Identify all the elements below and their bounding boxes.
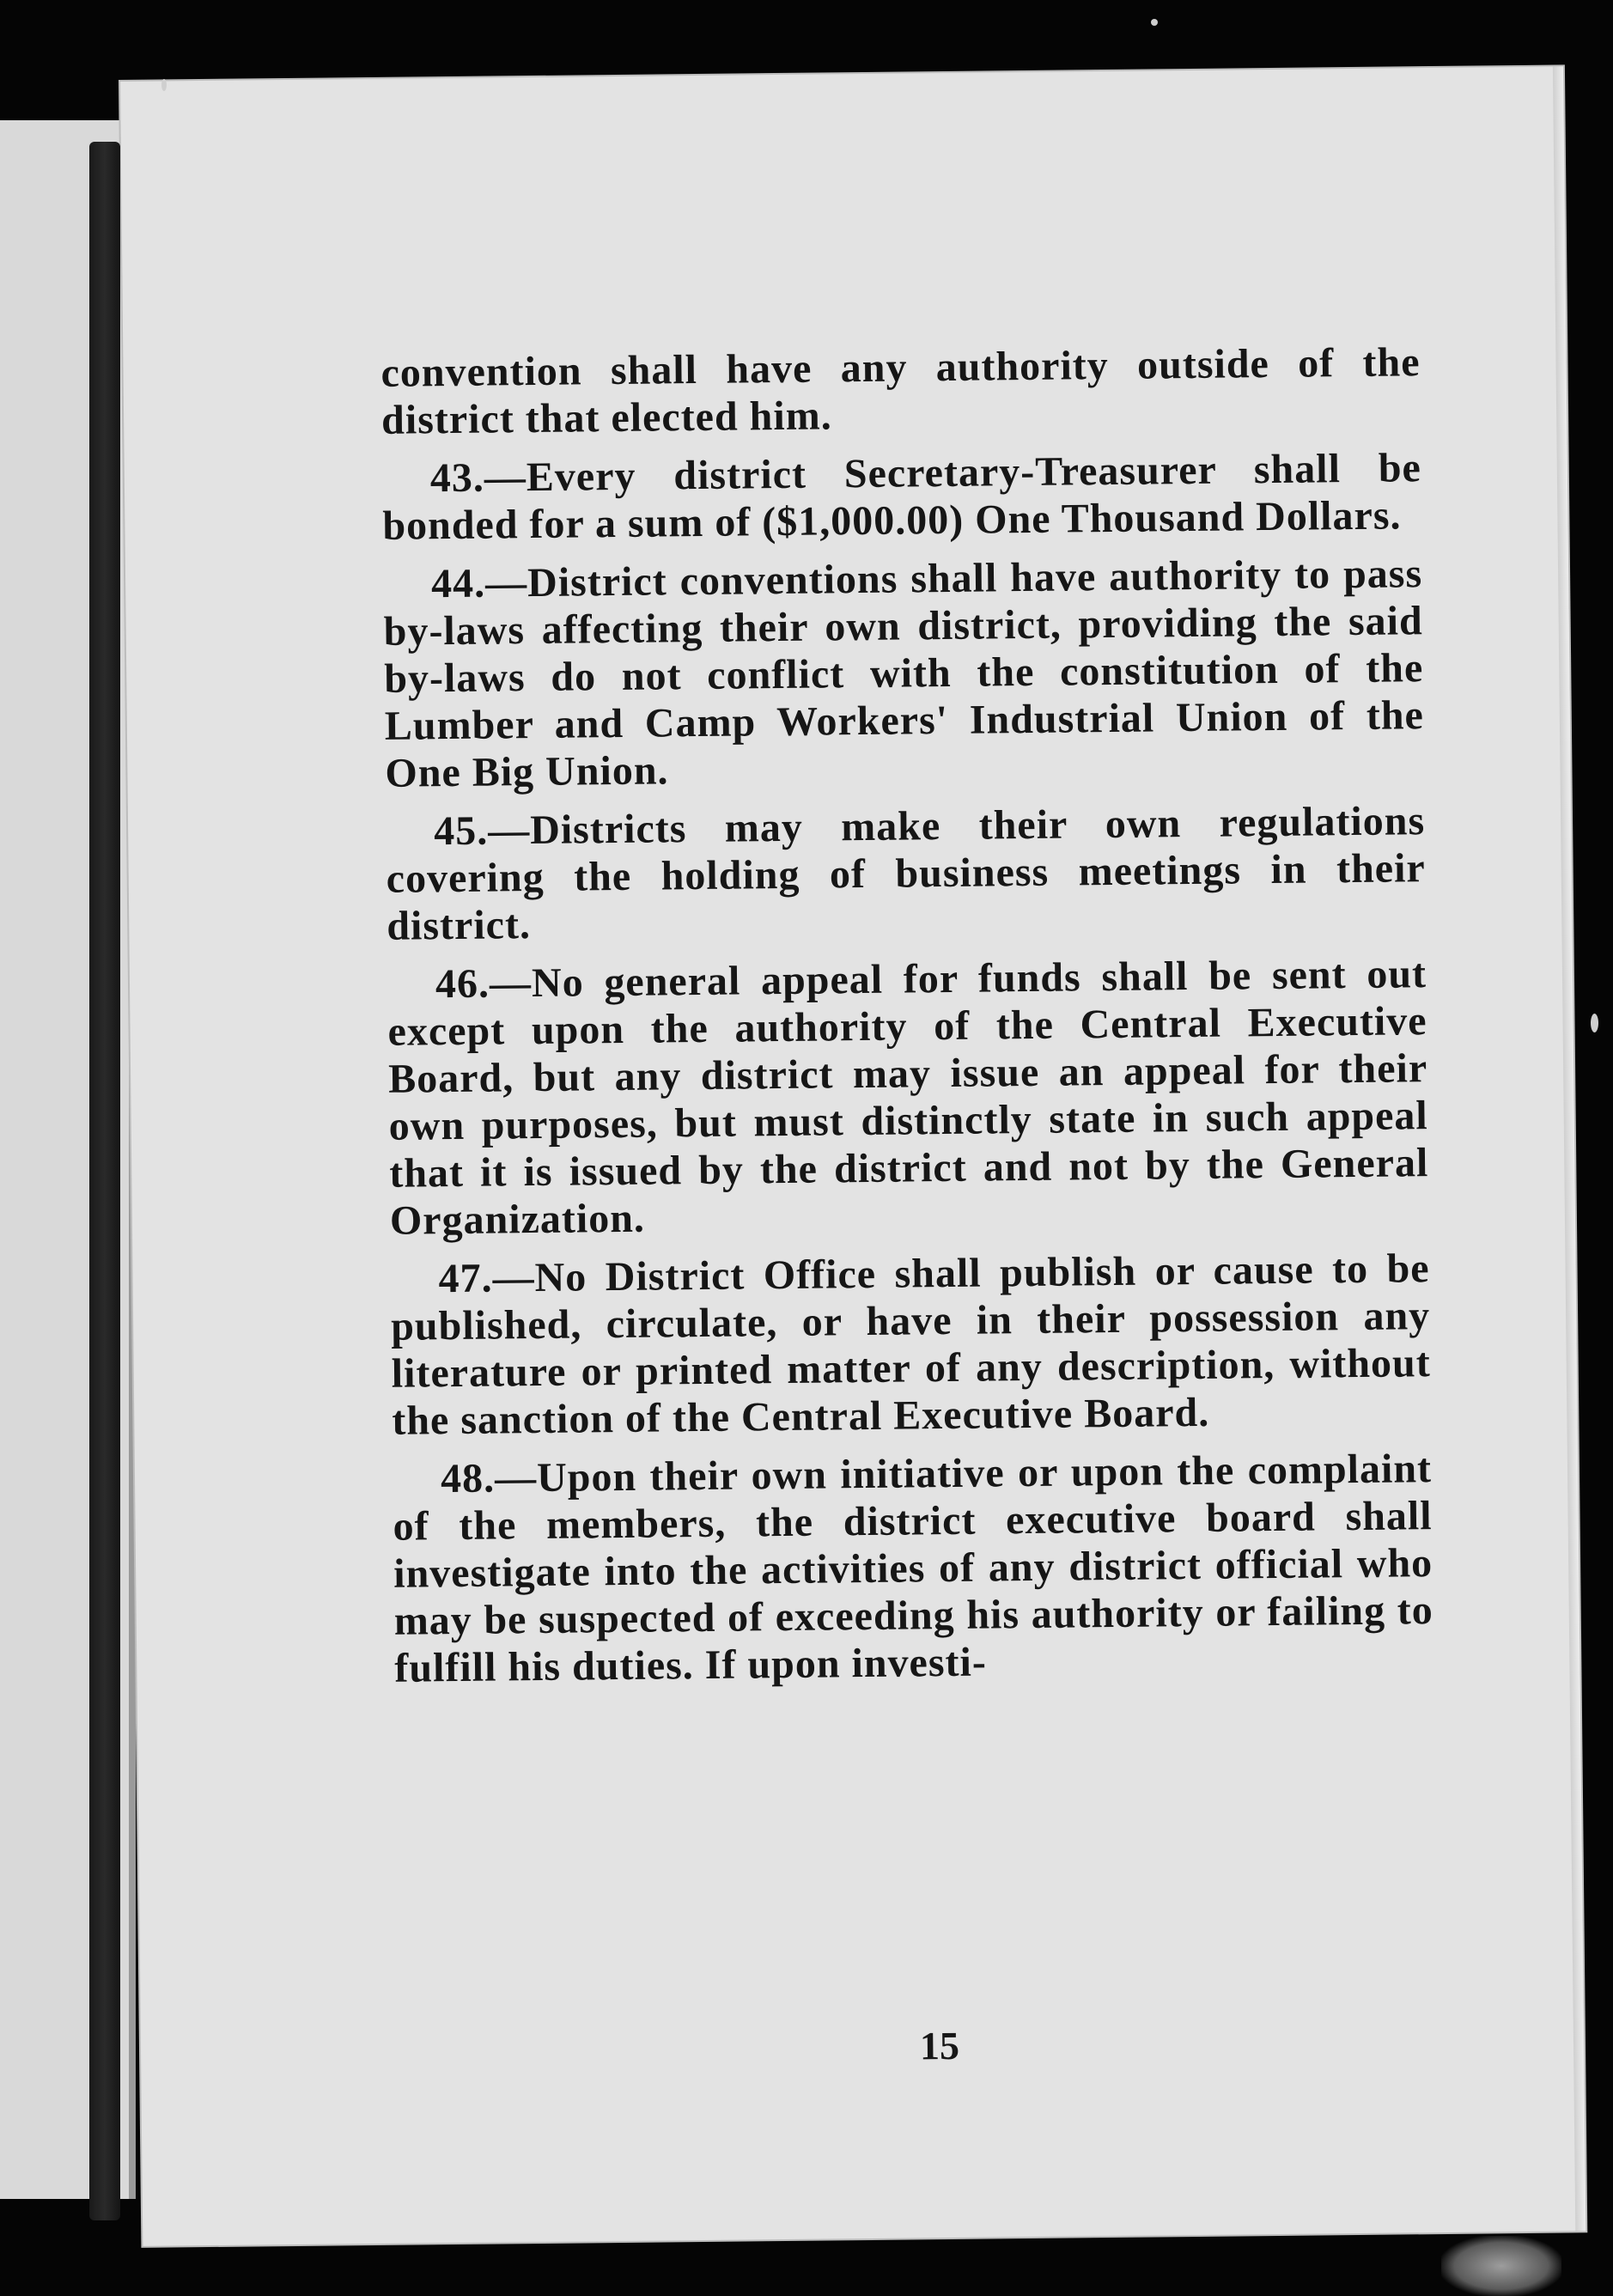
paragraph-43: 43.—Every district Secretary-Treasurer shall be bonded for a sum of ($1,000.00) One Thousand Dollars. <box>382 445 1422 549</box>
paragraph-48: 48.—Upon their own initiative or upon the complaint of the members, the district executive board shall investigate into the activities of any district official who may be suspected of exceeding his authority or failing to fulfill his duties. If upon investi- <box>393 1446 1433 1691</box>
body-text <box>380 338 1433 1703</box>
paragraph-47: 47.—No District Office shall publish or cause to be published, circulate, or have in their possession any literature or printed matter of any description, without the sanction of the Central Executive Board. <box>390 1245 1431 1444</box>
corner-debris <box>1441 2236 1561 2296</box>
book-page <box>120 66 1586 2245</box>
page-number: 15 <box>919 2023 960 2068</box>
paragraph-46: 46.—No general appeal for funds shall be sent out except upon the authority of the Central Executive Board, but any district may issue an appeal for their own purposes, but must distinctly state in such appeal that it is issued by the district and not by the General Organization. <box>387 951 1429 1244</box>
dust-speck <box>1591 1014 1598 1032</box>
paragraph-45: 45.—Districts may make their own regulations covering the holding of business meetings in their district. <box>386 798 1426 949</box>
book-binding <box>89 142 120 2220</box>
paragraph-continuation: convention shall have any authority outside of the district that elected him. <box>380 339 1421 443</box>
dust-speck <box>161 79 167 91</box>
page-edge <box>1553 66 1586 2231</box>
paragraph-44: 44.—District conventions shall have authority to pass by-laws affecting their own district, providing the said by-laws do not conflict with the constitution of the Lumber and Camp Workers' Industrial Union of the One Big Union. <box>383 551 1425 796</box>
dust-speck <box>1151 19 1158 26</box>
